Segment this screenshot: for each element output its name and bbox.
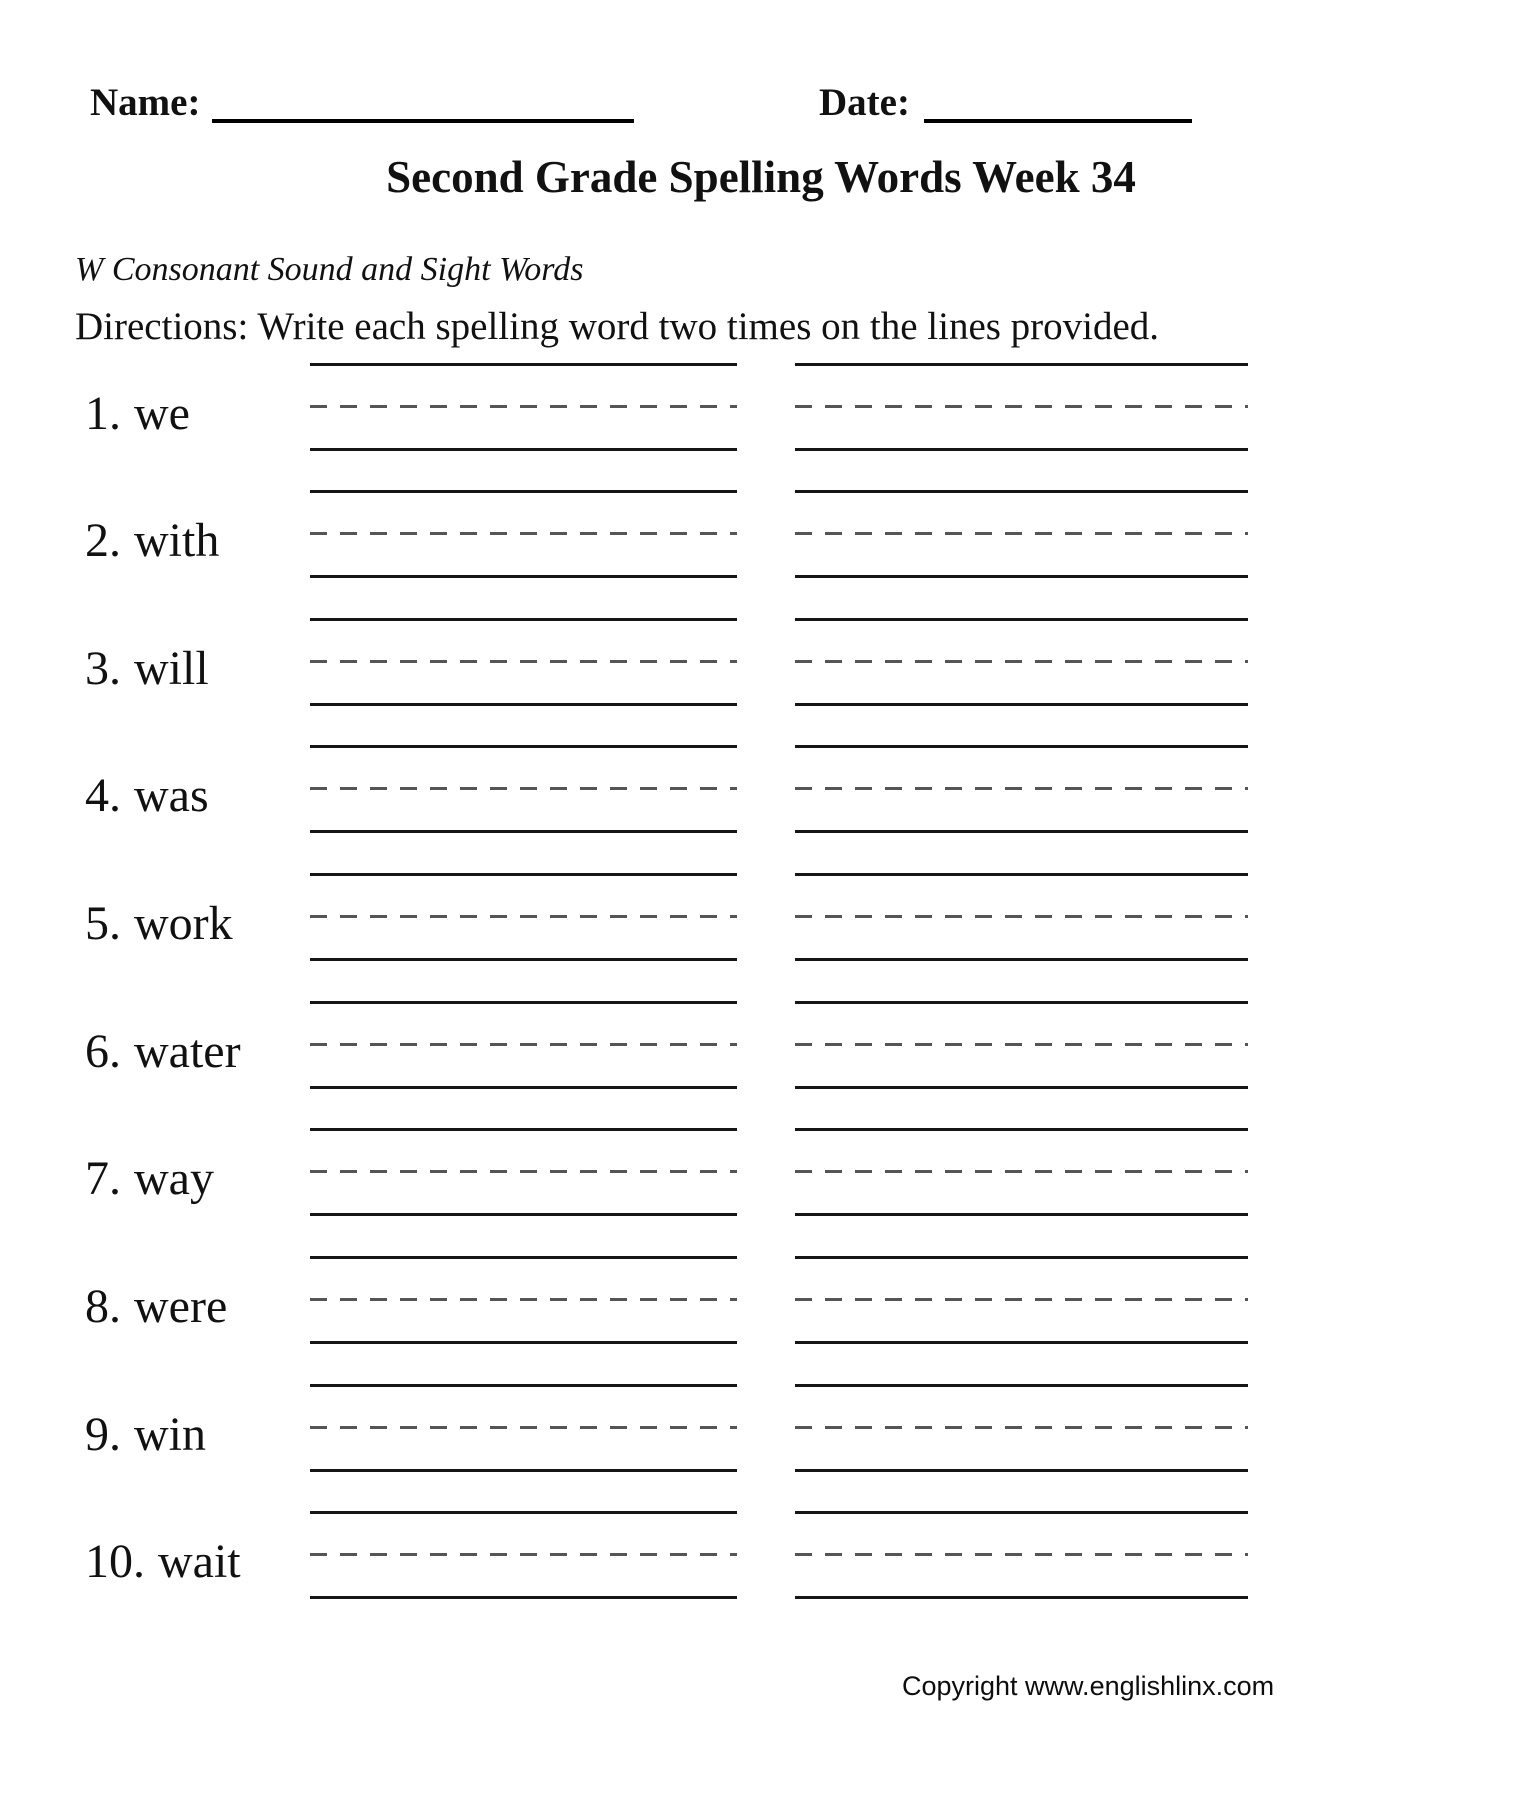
writing-lines-second — [795, 873, 1248, 963]
writing-line-solid-top — [795, 1128, 1248, 1131]
writing-line-dashed-middle — [795, 660, 1248, 663]
writing-line-solid-bottom — [795, 448, 1248, 451]
writing-line-solid-top — [795, 363, 1248, 366]
word-text: with — [134, 513, 220, 567]
writing-line-solid-top — [795, 618, 1248, 621]
writing-line-solid-top — [310, 1001, 737, 1004]
writing-line-solid-bottom — [795, 830, 1248, 833]
writing-line-solid-bottom — [310, 1086, 737, 1089]
word-row — [0, 1128, 1522, 1218]
name-blank-line — [212, 119, 634, 123]
word-row — [0, 1384, 1522, 1474]
writing-line-solid-top — [310, 618, 737, 621]
word-text: was — [134, 768, 209, 822]
word-text: water — [134, 1024, 241, 1078]
word-label — [85, 1278, 227, 1334]
writing-lines-second — [795, 1001, 1248, 1091]
word-number: 8. — [85, 1279, 121, 1333]
writing-lines-first — [310, 618, 737, 708]
word-number: 1. — [85, 386, 121, 440]
word-number: 6. — [85, 1024, 121, 1078]
writing-line-solid-bottom — [310, 1596, 737, 1599]
writing-line-dashed-middle — [795, 1170, 1248, 1173]
writing-lines-first — [310, 1511, 737, 1601]
writing-line-solid-top — [795, 1001, 1248, 1004]
writing-line-dashed-middle — [310, 532, 737, 535]
writing-line-solid-bottom — [795, 1596, 1248, 1599]
writing-lines-second — [795, 1256, 1248, 1346]
writing-line-dashed-middle — [310, 1553, 737, 1556]
writing-line-dashed-middle — [795, 405, 1248, 408]
word-text: win — [134, 1407, 206, 1461]
writing-lines-first — [310, 1128, 737, 1218]
date-blank-line — [924, 119, 1192, 123]
writing-line-solid-top — [795, 745, 1248, 748]
writing-line-solid-top — [310, 1128, 737, 1131]
writing-line-dashed-middle — [310, 1426, 737, 1429]
copyright-text: Copyright www.englishlinx.com — [902, 1671, 1275, 1701]
word-number: 3. — [85, 641, 121, 695]
writing-line-solid-bottom — [795, 1341, 1248, 1344]
writing-line-solid-bottom — [310, 703, 737, 706]
writing-line-solid-bottom — [310, 958, 737, 961]
word-label — [85, 1406, 206, 1462]
name-label: Name: — [90, 81, 201, 124]
lesson-subtitle: W Consonant Sound and Sight Words — [75, 251, 584, 288]
word-text: will — [134, 641, 209, 695]
writing-line-solid-top — [795, 1256, 1248, 1259]
writing-line-dashed-middle — [795, 1553, 1248, 1556]
word-text: we — [134, 386, 190, 440]
writing-line-solid-top — [310, 1384, 737, 1387]
word-row — [0, 618, 1522, 708]
writing-lines-first — [310, 490, 737, 580]
word-label — [85, 895, 233, 951]
word-number: 10. — [85, 1534, 145, 1588]
writing-line-solid-bottom — [310, 575, 737, 578]
writing-lines-first — [310, 745, 737, 835]
writing-line-solid-bottom — [310, 830, 737, 833]
word-label — [85, 1150, 214, 1206]
writing-line-solid-top — [795, 1511, 1248, 1514]
word-number: 9. — [85, 1407, 121, 1461]
writing-line-dashed-middle — [310, 660, 737, 663]
page-title: Second Grade Spelling Words Week 34 — [386, 152, 1136, 202]
word-row — [0, 1001, 1522, 1091]
date-label: Date: — [819, 81, 910, 124]
writing-line-dashed-middle — [310, 1170, 737, 1173]
writing-line-dashed-middle — [310, 1298, 737, 1301]
writing-line-dashed-middle — [795, 1298, 1248, 1301]
writing-line-solid-top — [310, 1511, 737, 1514]
writing-line-dashed-middle — [795, 1043, 1248, 1046]
writing-line-dashed-middle — [795, 787, 1248, 790]
word-row — [0, 490, 1522, 580]
word-label — [85, 640, 209, 696]
word-row — [0, 363, 1522, 453]
writing-line-dashed-middle — [310, 405, 737, 408]
writing-lines-second — [795, 1128, 1248, 1218]
word-text: were — [134, 1279, 228, 1333]
word-text: wait — [158, 1534, 241, 1588]
word-number: 2. — [85, 513, 121, 567]
writing-line-dashed-middle — [310, 1043, 737, 1046]
writing-line-solid-top — [795, 490, 1248, 493]
word-row — [0, 745, 1522, 835]
writing-lines-first — [310, 873, 737, 963]
writing-line-solid-bottom — [310, 448, 737, 451]
word-number: 5. — [85, 896, 121, 950]
writing-line-solid-bottom — [795, 575, 1248, 578]
writing-lines-second — [795, 745, 1248, 835]
writing-line-dashed-middle — [310, 787, 737, 790]
writing-line-solid-top — [310, 745, 737, 748]
writing-line-solid-top — [310, 873, 737, 876]
writing-line-dashed-middle — [795, 1426, 1248, 1429]
writing-lines-first — [310, 363, 737, 453]
writing-line-dashed-middle — [795, 532, 1248, 535]
writing-lines-first — [310, 1256, 737, 1346]
word-row — [0, 1511, 1522, 1601]
writing-line-solid-bottom — [795, 1086, 1248, 1089]
directions-text: Directions: Write each spelling word two times on the lines provided. — [75, 305, 1160, 348]
writing-lines-second — [795, 1511, 1248, 1601]
writing-line-dashed-middle — [795, 915, 1248, 918]
writing-lines-second — [795, 618, 1248, 708]
writing-lines-first — [310, 1001, 737, 1091]
writing-line-solid-top — [310, 1256, 737, 1259]
writing-line-solid-bottom — [795, 958, 1248, 961]
word-row — [0, 873, 1522, 963]
word-label — [85, 385, 190, 441]
writing-line-solid-bottom — [795, 1469, 1248, 1472]
writing-lines-first — [310, 1384, 737, 1474]
word-label — [85, 512, 219, 568]
writing-lines-second — [795, 1384, 1248, 1474]
writing-line-solid-top — [795, 873, 1248, 876]
word-label — [85, 1533, 241, 1589]
writing-line-solid-bottom — [795, 1213, 1248, 1216]
word-text: way — [134, 1151, 214, 1205]
word-label — [85, 1023, 241, 1079]
word-number: 7. — [85, 1151, 121, 1205]
word-row — [0, 1256, 1522, 1346]
word-number: 4. — [85, 768, 121, 822]
writing-line-solid-bottom — [310, 1213, 737, 1216]
writing-line-dashed-middle — [310, 915, 737, 918]
writing-line-solid-top — [795, 1384, 1248, 1387]
word-label — [85, 767, 209, 823]
writing-line-solid-top — [310, 363, 737, 366]
writing-line-solid-top — [310, 490, 737, 493]
writing-line-solid-bottom — [310, 1469, 737, 1472]
writing-lines-second — [795, 490, 1248, 580]
writing-line-solid-bottom — [310, 1341, 737, 1344]
word-text: work — [134, 896, 233, 950]
writing-lines-second — [795, 363, 1248, 453]
writing-line-solid-bottom — [795, 703, 1248, 706]
